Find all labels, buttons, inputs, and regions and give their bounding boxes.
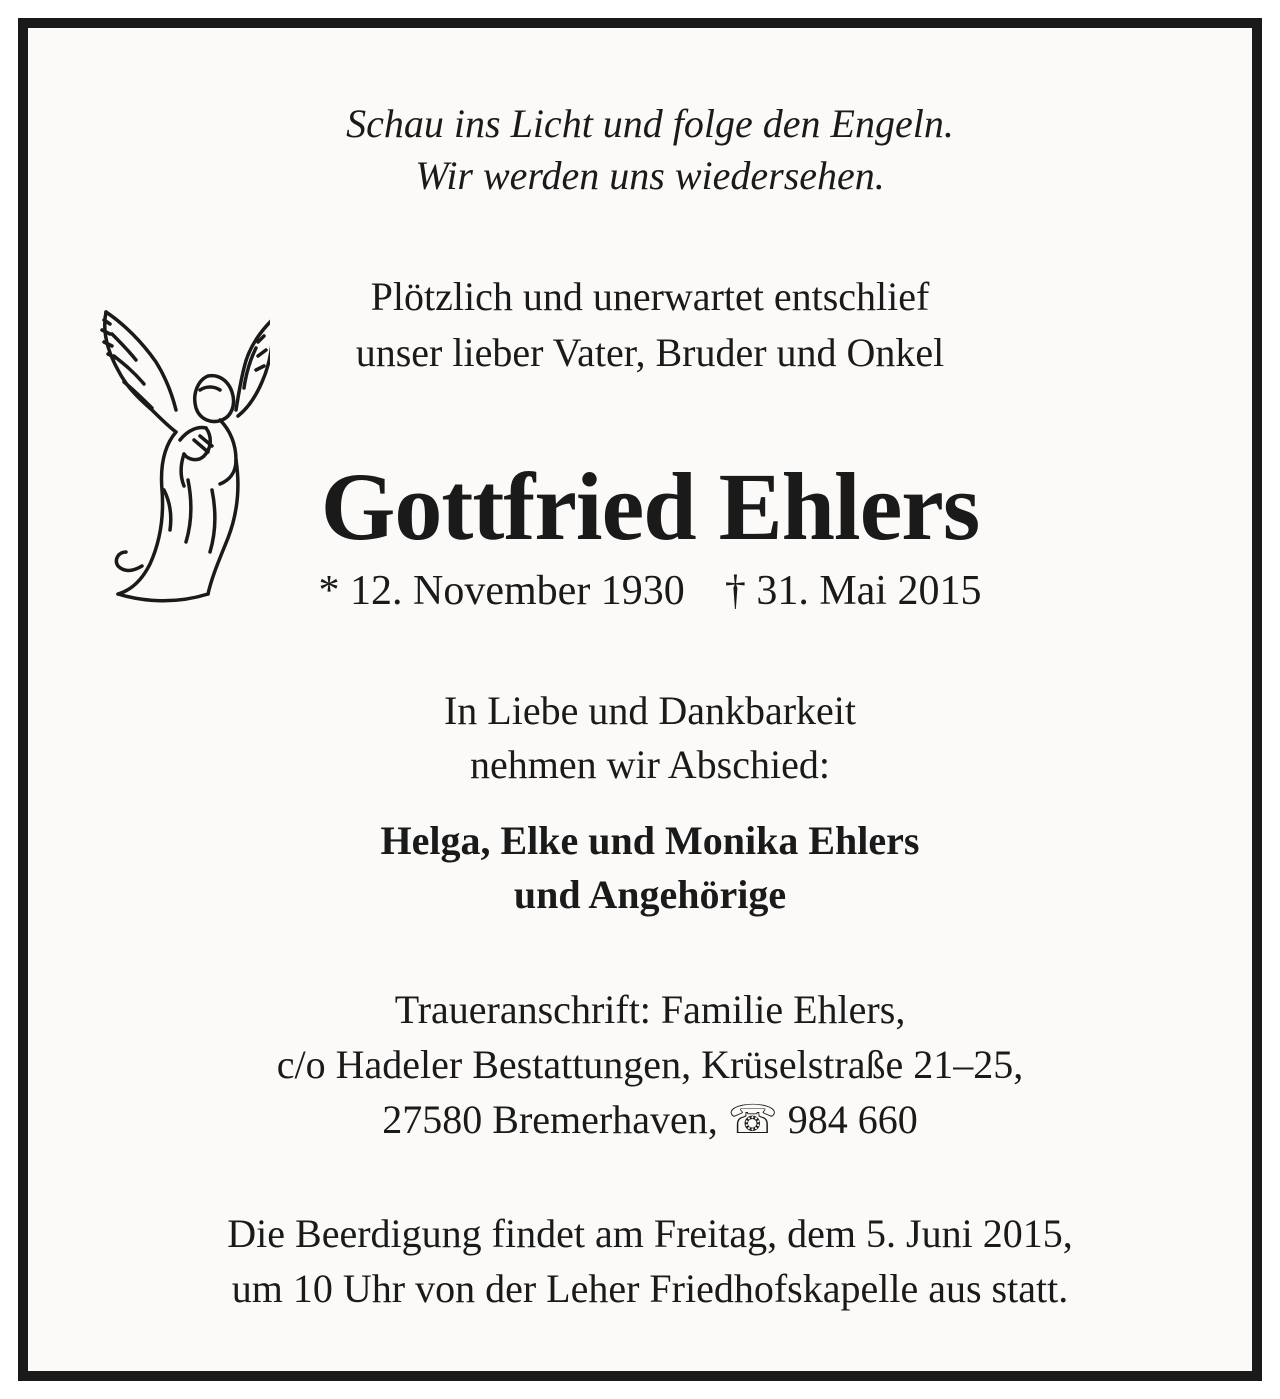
birth-date: * 12. November 1930 xyxy=(318,568,685,614)
farewell-line-1: In Liebe und Dankbarkeit xyxy=(443,688,857,733)
death-date: † 31. Mai 2015 xyxy=(724,568,982,614)
funeral-line-1: Die Beerdigung findet am Freitag, dem 5. Juni 2015, xyxy=(227,1211,1073,1256)
address-line-3: 27580 Bremerhaven, ☏ 984 660 xyxy=(382,1097,918,1142)
motto-line-1: Schau ins Licht und folge den Engeln. xyxy=(346,101,954,146)
motto-line-2: Wir werden uns wiedersehen. xyxy=(415,153,885,198)
mourners-line-1: Helga, Elke und Monika Ehlers xyxy=(380,818,920,863)
funeral-line-2: um 10 Uhr von der Leher Friedhofskapelle aus statt. xyxy=(231,1266,1069,1311)
obituary-notice xyxy=(18,18,1262,1381)
address-line-1: Traueranschrift: Familie Ehlers, xyxy=(394,987,906,1032)
farewell-line-2: nehmen wir Abschied: xyxy=(470,742,830,787)
intro-line-2: unser lieber Vater, Bruder und Onkel xyxy=(355,330,945,375)
deceased-name: Gottfried Ehlers xyxy=(320,453,980,560)
mourners-line-2: und Angehörige xyxy=(513,872,787,917)
address-line-2: c/o Hadeler Bestattungen, Krüselstraße 21–25, xyxy=(276,1042,1024,1087)
life-dates xyxy=(28,566,1272,616)
intro-line-1: Plötzlich und unerwartet entschlief xyxy=(370,274,930,319)
